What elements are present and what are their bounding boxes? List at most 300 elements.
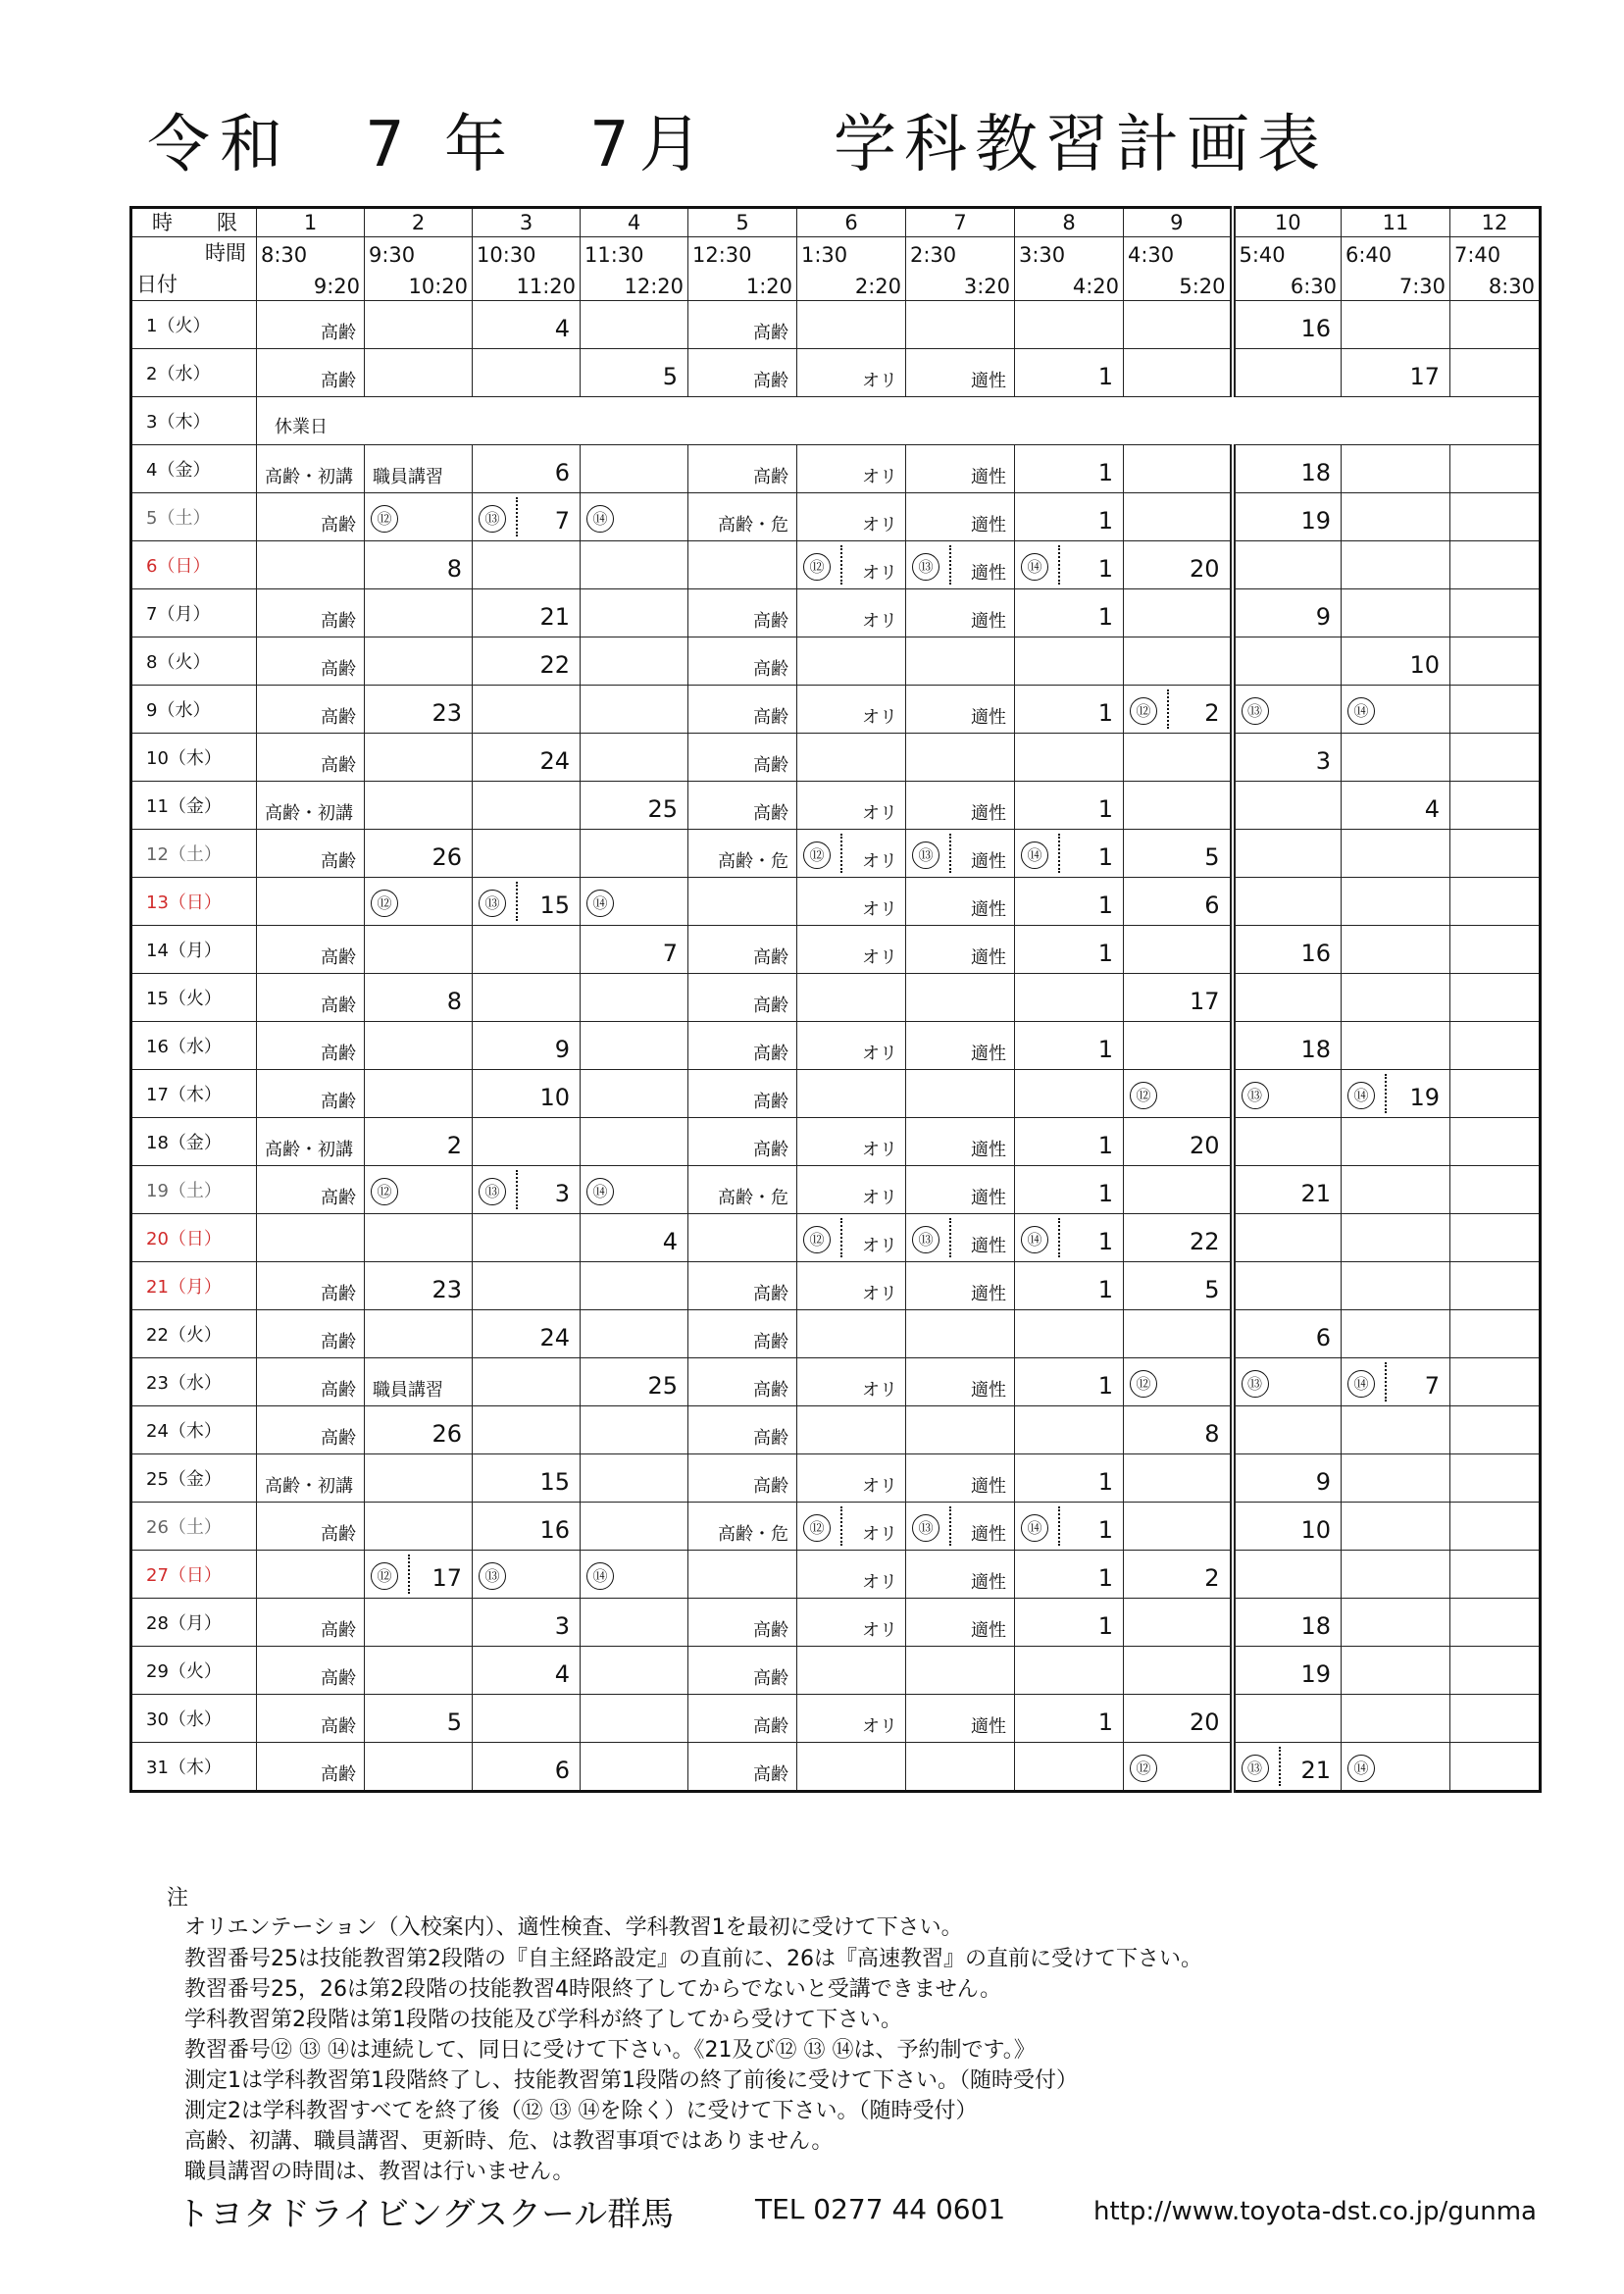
lesson-cell xyxy=(1233,1022,1342,1070)
lesson-label: 高齢 xyxy=(753,1092,788,1112)
schedule-row xyxy=(131,734,1541,782)
lesson-cell xyxy=(473,1454,581,1503)
lesson-cell xyxy=(688,589,797,637)
circled-lesson-number: ⑬ xyxy=(1242,697,1269,725)
dotted-divider xyxy=(1058,834,1060,873)
schedule-row xyxy=(131,1214,1541,1262)
dotted-divider xyxy=(949,1218,951,1257)
lesson-label: 職員講習 xyxy=(373,467,443,487)
lesson-cell xyxy=(365,686,473,734)
circled-lesson-number: ⑭ xyxy=(1021,553,1048,581)
lesson-cell xyxy=(473,686,581,734)
lesson-cell xyxy=(473,926,581,974)
lesson-cell xyxy=(365,1599,473,1647)
lesson-cell xyxy=(581,686,688,734)
date-cell: 24（木） xyxy=(131,1406,257,1454)
dotted-divider xyxy=(1279,1747,1281,1786)
website-link[interactable]: http://www.toyota-dst.co.jp/gunma xyxy=(1093,2197,1537,2226)
lesson-number: 5 xyxy=(662,363,678,390)
lesson-label: 高齢 xyxy=(321,1620,356,1641)
lesson-label: 高齢 xyxy=(321,323,356,343)
lesson-label: オリ xyxy=(862,899,897,920)
lesson-cell xyxy=(1015,1214,1124,1262)
lesson-cell xyxy=(1015,637,1124,686)
lesson-cell xyxy=(1015,1454,1124,1503)
lesson-cell xyxy=(1015,830,1124,878)
lesson-cell xyxy=(906,926,1015,974)
date-cell: 11（金） xyxy=(131,782,257,830)
lesson-label: 高齢 xyxy=(321,1332,356,1352)
lesson-cell xyxy=(906,1118,1015,1166)
lesson-cell xyxy=(906,1551,1015,1599)
lesson-cell xyxy=(581,301,688,349)
lesson-cell xyxy=(1233,1743,1342,1792)
corner-time-date xyxy=(131,237,257,301)
lesson-number: 19 xyxy=(1409,1084,1440,1111)
lesson-cell xyxy=(688,1503,797,1551)
lesson-cell xyxy=(581,637,688,686)
lesson-cell xyxy=(1233,493,1342,541)
lesson-cell xyxy=(1233,1503,1342,1551)
lesson-cell xyxy=(257,974,365,1022)
lesson-label: 高齢 xyxy=(753,947,788,968)
date-cell: 8（火） xyxy=(131,637,257,686)
lesson-cell xyxy=(688,541,797,589)
lesson-number: 4 xyxy=(554,1660,570,1688)
lesson-label: 職員講習 xyxy=(373,1380,443,1401)
lesson-number: 1 xyxy=(1097,555,1113,583)
lesson-cell xyxy=(1124,349,1233,397)
lesson-cell xyxy=(365,1358,473,1406)
lesson-cell xyxy=(906,1406,1015,1454)
end-time: 5:20 xyxy=(1179,275,1226,298)
lesson-cell xyxy=(1342,686,1450,734)
start-time: 3:30 xyxy=(1019,243,1066,267)
lesson-cell xyxy=(1450,637,1541,686)
circled-lesson-number: ⑬ xyxy=(1242,1082,1269,1109)
lesson-cell xyxy=(1233,1214,1342,1262)
schedule-row xyxy=(131,830,1541,878)
lesson-cell xyxy=(1015,734,1124,782)
lesson-cell xyxy=(365,1743,473,1792)
lesson-cell xyxy=(581,782,688,830)
lesson-cell xyxy=(365,1647,473,1695)
lesson-cell xyxy=(1124,589,1233,637)
lesson-cell xyxy=(1233,1070,1342,1118)
date-cell: 22（火） xyxy=(131,1310,257,1358)
lesson-cell xyxy=(906,1358,1015,1406)
lesson-cell xyxy=(797,1022,906,1070)
lesson-number: 3 xyxy=(554,1180,570,1207)
lesson-cell xyxy=(365,734,473,782)
schedule-row xyxy=(131,1503,1541,1551)
lesson-cell xyxy=(1342,734,1450,782)
corner-period-label xyxy=(131,208,257,237)
lesson-number: 6 xyxy=(1204,892,1220,919)
lesson-cell xyxy=(1342,1166,1450,1214)
circled-lesson-number: ⑫ xyxy=(803,841,831,869)
lesson-cell xyxy=(581,589,688,637)
lesson-number: 1 xyxy=(1097,1468,1113,1496)
lesson-cell xyxy=(581,1262,688,1310)
lesson-label: 適性 xyxy=(971,1380,1006,1401)
lesson-cell xyxy=(365,1070,473,1118)
circled-lesson-number: ⑬ xyxy=(1242,1755,1269,1782)
lesson-number: 7 xyxy=(1424,1372,1440,1400)
dotted-divider xyxy=(516,1170,518,1209)
lesson-cell xyxy=(797,830,906,878)
closed-day-cell xyxy=(257,397,1541,445)
lesson-label: 高齢 xyxy=(321,995,356,1016)
lesson-label: 高齢 xyxy=(321,371,356,391)
lesson-cell xyxy=(1124,1551,1233,1599)
lesson-cell xyxy=(473,445,581,493)
lesson-cell xyxy=(797,541,906,589)
lesson-cell xyxy=(688,1647,797,1695)
lesson-cell xyxy=(1124,1695,1233,1743)
time-header xyxy=(581,237,688,301)
lesson-cell xyxy=(581,1166,688,1214)
date-cell: 5（土） xyxy=(131,493,257,541)
lesson-cell xyxy=(797,349,906,397)
lesson-cell xyxy=(797,1551,906,1599)
lesson-cell xyxy=(257,1647,365,1695)
lesson-cell xyxy=(906,1503,1015,1551)
lesson-cell xyxy=(1124,782,1233,830)
lesson-cell xyxy=(688,734,797,782)
lesson-cell xyxy=(1015,926,1124,974)
lesson-number: 3 xyxy=(554,1612,570,1640)
period-header: 7 xyxy=(906,208,1015,237)
lesson-number: 1 xyxy=(1097,940,1113,967)
lesson-label: 高齢 xyxy=(321,1188,356,1208)
lesson-label: 適性 xyxy=(971,851,1006,872)
lesson-number: 20 xyxy=(1189,1708,1220,1736)
lesson-label: 高齢 xyxy=(753,1380,788,1401)
circled-lesson-number: ⑬ xyxy=(479,1562,506,1590)
lesson-cell xyxy=(1342,1406,1450,1454)
lesson-number: 4 xyxy=(662,1228,678,1255)
lesson-cell xyxy=(1124,1358,1233,1406)
lesson-cell xyxy=(1015,1647,1124,1695)
lesson-cell xyxy=(688,878,797,926)
lesson-cell xyxy=(581,349,688,397)
lesson-number: 1 xyxy=(1097,363,1113,390)
lesson-label: 適性 xyxy=(971,515,1006,535)
lesson-cell xyxy=(1342,1214,1450,1262)
lesson-number: 18 xyxy=(1300,1612,1331,1640)
date-cell: 17（木） xyxy=(131,1070,257,1118)
lesson-cell xyxy=(1124,926,1233,974)
end-time: 4:20 xyxy=(1072,275,1119,298)
schedule-row xyxy=(131,1118,1541,1166)
lesson-cell xyxy=(1450,1551,1541,1599)
date-cell: 13（日） xyxy=(131,878,257,926)
lesson-cell xyxy=(797,637,906,686)
lesson-cell xyxy=(473,830,581,878)
schedule-row xyxy=(131,1310,1541,1358)
lesson-number: 1 xyxy=(1097,1132,1113,1159)
lesson-label: 高齢 xyxy=(753,1620,788,1641)
lesson-label: オリ xyxy=(862,1476,897,1497)
lesson-cell xyxy=(688,349,797,397)
lesson-label: 適性 xyxy=(971,1188,1006,1208)
start-time: 1:30 xyxy=(801,243,848,267)
lesson-number: 1 xyxy=(1097,795,1113,823)
lesson-label: 高齢 xyxy=(753,467,788,487)
lesson-cell xyxy=(797,1695,906,1743)
start-time: 6:40 xyxy=(1345,243,1393,267)
lesson-number: 4 xyxy=(1424,795,1440,823)
period-header: 3 xyxy=(473,208,581,237)
lesson-cell xyxy=(906,1454,1015,1503)
lesson-cell xyxy=(581,830,688,878)
lesson-cell xyxy=(1450,1454,1541,1503)
lesson-cell xyxy=(257,1358,365,1406)
lesson-label: オリ xyxy=(862,611,897,632)
lesson-cell xyxy=(688,782,797,830)
lesson-cell xyxy=(257,1214,365,1262)
phone-number: TEL 0277 44 0601 xyxy=(755,2193,1006,2225)
start-time: 4:30 xyxy=(1128,243,1175,267)
lesson-cell xyxy=(473,1743,581,1792)
lesson-number: 17 xyxy=(1189,988,1220,1015)
lesson-label: 高齢 xyxy=(321,755,356,776)
lesson-number: 7 xyxy=(662,940,678,967)
lesson-cell xyxy=(1015,1070,1124,1118)
lesson-cell xyxy=(473,1551,581,1599)
lesson-cell xyxy=(473,1358,581,1406)
lesson-cell xyxy=(1450,1599,1541,1647)
lesson-number: 5 xyxy=(1204,843,1220,871)
lesson-number: 1 xyxy=(1097,892,1113,919)
lesson-number: 1 xyxy=(1097,1612,1113,1640)
lesson-cell xyxy=(797,1262,906,1310)
lesson-cell xyxy=(797,734,906,782)
lesson-number: 23 xyxy=(431,1276,462,1303)
lesson-label: 高齢 xyxy=(321,1044,356,1064)
lesson-cell xyxy=(1450,1743,1541,1792)
lesson-cell xyxy=(365,830,473,878)
lesson-number: 10 xyxy=(539,1084,570,1111)
lesson-cell xyxy=(797,1647,906,1695)
date-cell: 21（月） xyxy=(131,1262,257,1310)
lesson-number: 19 xyxy=(1300,507,1331,535)
lesson-cell xyxy=(1124,1599,1233,1647)
lesson-cell xyxy=(906,1695,1015,1743)
start-time: 8:30 xyxy=(261,243,308,267)
lesson-label: 高齢 xyxy=(753,1668,788,1689)
lesson-number: 15 xyxy=(539,892,570,919)
lesson-number: 9 xyxy=(1315,603,1331,631)
lesson-cell xyxy=(1450,541,1541,589)
lesson-cell xyxy=(1124,1022,1233,1070)
lesson-cell xyxy=(473,878,581,926)
lesson-label: オリ xyxy=(862,1716,897,1737)
circled-lesson-number: ⑫ xyxy=(1130,1755,1157,1782)
lesson-cell xyxy=(1233,830,1342,878)
lesson-cell xyxy=(257,1743,365,1792)
lesson-cell xyxy=(1124,1743,1233,1792)
lesson-label: オリ xyxy=(862,467,897,487)
lesson-cell xyxy=(1233,878,1342,926)
lesson-number: 1 xyxy=(1097,459,1113,486)
schedule-row xyxy=(131,349,1541,397)
lesson-cell xyxy=(688,1118,797,1166)
lesson-cell xyxy=(797,1454,906,1503)
lesson-label: 高齢 xyxy=(753,371,788,391)
lesson-cell xyxy=(906,974,1015,1022)
lesson-cell xyxy=(365,1118,473,1166)
lesson-cell xyxy=(1124,1454,1233,1503)
lesson-label: オリ xyxy=(862,803,897,824)
lesson-number: 9 xyxy=(1315,1468,1331,1496)
lesson-number: 16 xyxy=(1300,940,1331,967)
lesson-cell xyxy=(906,1070,1015,1118)
lesson-label: オリ xyxy=(862,1284,897,1304)
lesson-cell xyxy=(797,589,906,637)
lesson-label: 適性 xyxy=(971,371,1006,391)
lesson-cell xyxy=(797,926,906,974)
end-time: 12:20 xyxy=(624,275,684,298)
lesson-cell xyxy=(257,493,365,541)
lesson-number: 3 xyxy=(1315,747,1331,775)
start-time: 7:40 xyxy=(1454,243,1501,267)
lesson-number: 22 xyxy=(539,651,570,679)
lesson-cell xyxy=(1233,301,1342,349)
lesson-label: 高齢・初講 xyxy=(265,803,353,824)
note-line: 職員講習の時間は、教習は行いません。 xyxy=(184,2160,575,2184)
lesson-cell xyxy=(688,1599,797,1647)
lesson-cell xyxy=(1342,1695,1450,1743)
lesson-cell xyxy=(1233,1551,1342,1599)
lesson-label: 高齢 xyxy=(321,515,356,535)
date-cell: 30（水） xyxy=(131,1695,257,1743)
lesson-number: 1 xyxy=(1097,507,1113,535)
lesson-cell xyxy=(1015,1743,1124,1792)
circled-lesson-number: ⑭ xyxy=(1347,697,1375,725)
lesson-cell xyxy=(365,349,473,397)
lesson-number: 8 xyxy=(1204,1420,1220,1448)
lesson-number: 20 xyxy=(1189,1132,1220,1159)
lesson-cell xyxy=(1342,1070,1450,1118)
page-title: 学科教習計画表 xyxy=(834,109,1328,181)
dotted-divider xyxy=(1167,689,1169,729)
lesson-label: 高齢 xyxy=(753,659,788,680)
date-cell: 2（水） xyxy=(131,349,257,397)
lesson-cell xyxy=(1233,1358,1342,1406)
end-time: 9:20 xyxy=(313,275,360,298)
corner-period-text: 時 限 xyxy=(152,211,249,234)
lesson-number: 22 xyxy=(1189,1228,1220,1255)
schedule-row xyxy=(131,926,1541,974)
period-header: 8 xyxy=(1015,208,1124,237)
lesson-cell xyxy=(688,1022,797,1070)
lesson-cell xyxy=(1450,1214,1541,1262)
lesson-cell xyxy=(797,493,906,541)
date-cell: 15（火） xyxy=(131,974,257,1022)
lesson-cell xyxy=(1124,445,1233,493)
lesson-cell xyxy=(257,1599,365,1647)
dotted-divider xyxy=(949,545,951,585)
lesson-cell xyxy=(581,926,688,974)
lesson-cell xyxy=(1450,830,1541,878)
lesson-cell xyxy=(906,445,1015,493)
lesson-label: 高齢 xyxy=(753,1332,788,1352)
dotted-divider xyxy=(1385,1362,1387,1402)
lesson-cell xyxy=(1124,734,1233,782)
lesson-cell xyxy=(365,1695,473,1743)
lesson-cell xyxy=(1124,878,1233,926)
lesson-cell xyxy=(365,1214,473,1262)
lesson-cell xyxy=(1450,1406,1541,1454)
lesson-number: 1 xyxy=(1097,843,1113,871)
lesson-label: オリ xyxy=(862,851,897,872)
lesson-label: 高齢 xyxy=(321,611,356,632)
lesson-cell xyxy=(1124,830,1233,878)
circled-lesson-number: ⑫ xyxy=(803,553,831,581)
lesson-cell xyxy=(1342,782,1450,830)
lesson-cell xyxy=(581,1310,688,1358)
lesson-cell xyxy=(906,1743,1015,1792)
lesson-label: オリ xyxy=(862,1380,897,1401)
lesson-cell xyxy=(1450,1695,1541,1743)
lesson-cell xyxy=(257,1022,365,1070)
date-cell: 4（金） xyxy=(131,445,257,493)
date-cell: 25（金） xyxy=(131,1454,257,1503)
time-header xyxy=(473,237,581,301)
lesson-cell xyxy=(365,878,473,926)
circled-lesson-number: ⑭ xyxy=(586,890,614,917)
corner-date-label: 日付 xyxy=(136,273,178,296)
time-header xyxy=(1015,237,1124,301)
lesson-cell xyxy=(906,1022,1015,1070)
dotted-divider xyxy=(516,882,518,921)
lesson-cell xyxy=(473,1310,581,1358)
lesson-number: 18 xyxy=(1300,459,1331,486)
lesson-cell xyxy=(1233,734,1342,782)
date-cell: 27（日） xyxy=(131,1551,257,1599)
period-header: 6 xyxy=(797,208,906,237)
lesson-label: 適性 xyxy=(971,1476,1006,1497)
circled-lesson-number: ⑬ xyxy=(912,841,939,869)
lesson-label: 適性 xyxy=(971,1716,1006,1737)
lesson-label: 高齢 xyxy=(753,1284,788,1304)
lesson-cell xyxy=(1124,1070,1233,1118)
lesson-number: 1 xyxy=(1097,1372,1113,1400)
lesson-label: オリ xyxy=(862,1188,897,1208)
lesson-cell xyxy=(473,1503,581,1551)
lesson-cell xyxy=(1450,1118,1541,1166)
lesson-cell xyxy=(257,589,365,637)
lesson-cell xyxy=(365,1406,473,1454)
lesson-cell xyxy=(1450,493,1541,541)
schedule-row xyxy=(131,686,1541,734)
lesson-cell xyxy=(1342,541,1450,589)
lesson-cell xyxy=(581,1454,688,1503)
lesson-cell xyxy=(581,1406,688,1454)
start-time: 12:30 xyxy=(692,243,752,267)
lesson-cell xyxy=(473,1599,581,1647)
lesson-cell xyxy=(797,974,906,1022)
lesson-number: 8 xyxy=(446,555,462,583)
lesson-number: 26 xyxy=(431,1420,462,1448)
date-cell: 31（木） xyxy=(131,1743,257,1792)
circled-lesson-number: ⑫ xyxy=(371,1178,398,1205)
lesson-number: 4 xyxy=(554,315,570,342)
lesson-cell xyxy=(1015,1599,1124,1647)
lesson-number: 1 xyxy=(1097,1036,1113,1063)
